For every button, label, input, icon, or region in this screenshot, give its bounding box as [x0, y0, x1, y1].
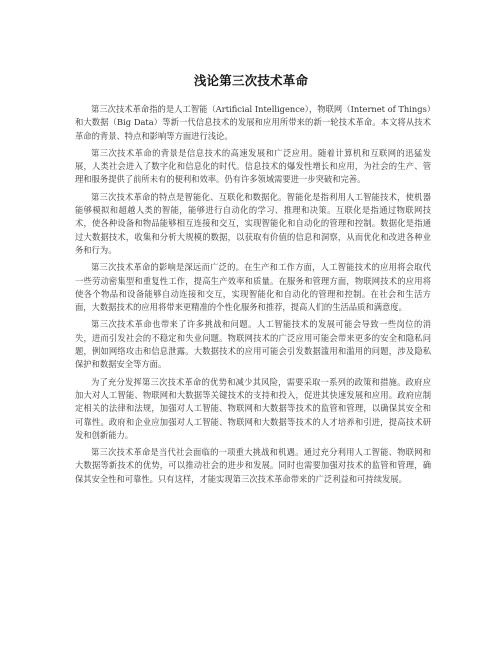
paragraph-conclusion: 第三次技术革命是当代社会面临的一项重大挑战和机遇。通过充分利用人工智能、物联网和大数据等新技术的优势，可以推动社会的进步和发展。同时也需要加强对技术的监管和管理，确保其安全性和可靠性。只有这样，才能实现第三次技术革命带来的广泛利益和可持续发展。 [75, 447, 431, 484]
paragraph-challenges: 第三次技术革命也带来了许多挑战和问题。人工智能技术的发展可能会导致一些岗位的消失，进而引发社会的不稳定和失业问题。物联网技术的广泛应用可能会带来更多的安全和隐私问题，例如网络攻击和信息泄露。大数据技术的应用可能会引发数据滥用和滥用的问题，涉及隐私保护和数据安全等方面。 [75, 319, 431, 370]
document-body [75, 103, 431, 490]
paragraph-impact: 第三次技术革命的影响是深远而广泛的。在生产和工作方面，人工智能技术的应用将会取代一些劳动密集型和重复性工作，提高生产效率和质量。在服务和管理方面，物联网技术的应用将使各个物品和设备能够自动连接和交互，实现智能化和自动化的管理和控制。在社会和生活方面，大数据技术的应用将带来更精准的个性化服务和推荐，提高人们的生活品质和满意度。 [75, 262, 431, 313]
document-title: 浅论第三次技术革命 [193, 73, 309, 88]
paragraph-intro: 第三次技术革命指的是人工智能（Artificial Intelligence），物联网（Internet of Things）和大数据（Big Data）等新一代信息技术的发展和应用所带来的新一轮技术革命。本文将从技术革命的背景、特点和影响等方面进行浅论。 [75, 104, 431, 141]
paragraph-background: 第三次技术革命的背景是信息技术的高速发展和广泛应用。随着计算机和互联网的迅猛发展，人类社会进入了数字化和信息化的时代。信息技术的爆发性增长和应用，为社会的生产、管理和服务提供了前所未有的便利和效率。仍有许多领域需要进一步突破和完善。 [75, 147, 431, 185]
paragraph-measures: 为了充分发挥第三次技术革命的优势和减少其风险，需要采取一系列的政策和措施。政府应加大对人工智能、物联网和大数据等关键技术的支持和投入，促进其快速发展和应用。政府应制定相关的法律和法规，加强对人工智能、物联网和大数据等技术的监管和管理，以确保其安全和可靠性。政府和企业应加强对人工智能、物联网和大数据等技术的人才培养和引进，提高技术研发和创新能力。 [75, 376, 431, 440]
paragraph-characteristics: 第三次技术革命的特点是智能化、互联化和数据化。智能化是指利用人工智能技术，使机器能够模拟和超越人类的智能，能够进行自动化的学习、推理和决策。互联化是指通过物联网技术，使各种设备和物品能够相互连接和交互，实现智能化和自动化的管理和控制。数据化是指通过大数据技术，收集和分析大规模的数据，以获取有价值的信息和洞察，从而优化和改进各种业务和行为。 [75, 191, 431, 255]
